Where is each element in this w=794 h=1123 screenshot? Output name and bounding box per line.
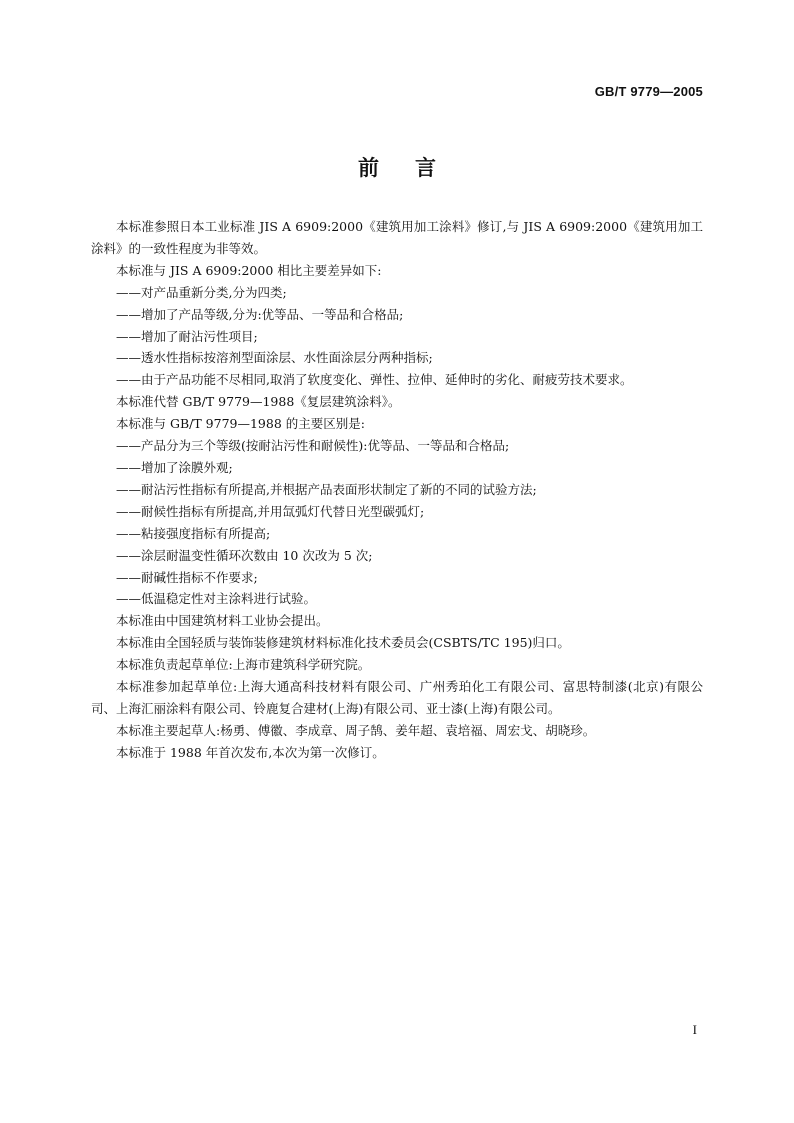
paragraph-release-history: 本标准于 1988 年首次发布,本次为第一次修订。 [116,744,385,760]
list-item: ——由于产品功能不尽相同,取消了软度变化、弹性、拉伸、延伸时的劣化、耐疲劳技术要求。 [116,372,633,388]
list-item: ——涂层耐温变性循环次数由 10 次改为 5 次; [116,547,373,563]
list-item: ——对产品重新分类,分为四类; [116,284,287,300]
page-title: 前言 [358,156,472,180]
list-item: ——耐沾污性指标有所提高,并根据产品表面形状制定了新的不同的试验方法; [116,481,537,497]
list-item: ——透水性指标按溶剂型面涂层、水性面涂层分两种指标; [116,350,433,366]
list-item: ——增加了涂膜外观; [116,459,233,475]
paragraph-replaces: 本标准代替 GB/T 9779—1988《复层建筑涂料》。 [116,394,401,410]
standard-code: GB/T 9779—2005 [594,84,703,99]
paragraph-reference-standard: 本标准参照日本工业标准 JIS A 6909:2000《建筑用加工涂料》修订,与 JIS A 6909:2000《建筑用加工涂料》的一致性程度为非等效。 [91,219,703,256]
list-item: ——耐候性指标有所提高,并用氙弧灯代替日光型碳弧灯; [116,503,425,519]
paragraph-main-changes-intro: 本标准与 GB/T 9779—1988 的主要区别是: [116,416,365,432]
paragraph-main-authors: 本标准主要起草人:杨勇、傅徽、李成章、周子鹄、姜年超、袁培福、周宏戈、胡晓珍。 [116,722,596,738]
list-item: ——低温稳定性对主涂料进行试验。 [116,591,317,607]
paragraph-lead-drafter: 本标准负责起草单位:上海市建筑科学研究院。 [116,657,371,673]
list-item: ——产品分为三个等级(按耐沾污性和耐候性):优等品、一等品和合格品; [116,438,510,454]
paragraph-managed-by: 本标准由全国轻质与装饰装修建筑材料标准化技术委员会(CSBTS/TC 195)归口。 [116,635,570,651]
paragraph-differences-intro: 本标准与 JIS A 6909:2000 相比主要差异如下: [116,262,382,278]
paragraph-participating-drafters: 本标准参加起草单位:上海大通高科技材料有限公司、广州秀珀化工有限公司、富思特制漆(北京)有限公司、上海汇丽涂料有限公司、铃鹿复合建材(上海)有限公司、亚士漆(上海)有限公司。 [91,679,703,716]
page-number: I [692,1022,697,1037]
list-item: ——耐碱性指标不作要求; [116,569,258,585]
document-body [91,216,703,764]
list-item: ——粘接强度指标有所提高; [116,525,271,541]
paragraph-proposed-by: 本标准由中国建筑材料工业协会提出。 [116,613,329,629]
list-item: ——增加了耐沾污性项目; [116,328,258,344]
list-item: ——增加了产品等级,分为:优等品、一等品和合格品; [116,306,404,322]
